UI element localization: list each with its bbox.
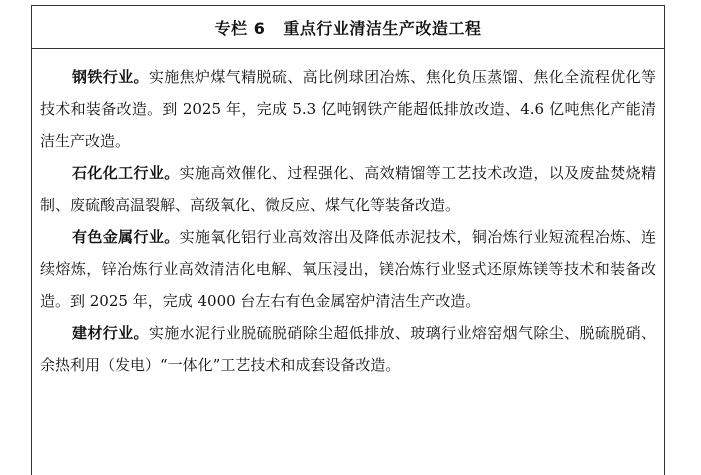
box-label: 专栏 6 xyxy=(214,18,266,38)
paragraph-heading: 石化化工行业。 xyxy=(72,164,180,182)
paragraph-building-materials xyxy=(40,317,656,381)
box-heading: 重点行业清洁生产改造工程 xyxy=(283,18,482,38)
box-content xyxy=(32,49,664,381)
paragraph-text: 实施水泥行业脱硫脱硝除尘超低排放、玻璃行业熔窑烟气除尘、脱硫脱硝、余热利用（发电）“一体化”工艺技术和成套设备改造。 xyxy=(40,324,656,374)
paragraph-heading: 钢铁行业。 xyxy=(72,68,149,86)
paragraph-petrochemical xyxy=(40,157,656,221)
paragraph-text: 实施氧化铝行业高效溶出及降低赤泥技术，铜冶炼行业短流程冶炼、连续熔炼，锌冶炼行业高效清洁化电解、氧压浸出，镁冶炼行业竖式还原炼镁等技术和装备改造。到 2025 年，完成 4000 台左右有色金属窑炉清洁生产改造。 xyxy=(40,228,656,310)
box-title xyxy=(32,6,664,49)
paragraph-steel xyxy=(40,61,656,157)
paragraph-heading: 有色金属行业。 xyxy=(72,228,180,246)
feature-box xyxy=(31,5,665,475)
paragraph-heading: 建材行业。 xyxy=(72,324,149,342)
paragraph-text: 实施焦炉煤气精脱硫、高比例球团冶炼、焦化负压蒸馏、焦化全流程优化等技术和装备改造。到 2025 年，完成 5.3 亿吨钢铁产能超低排放改造、4.6 亿吨焦化产能清洁生产改造。 xyxy=(40,68,656,150)
paragraph-nonferrous xyxy=(40,221,656,317)
paragraph-text: 实施高效催化、过程强化、高效精馏等工艺技术改造，以及废盐焚烧精制、废硫酸高温裂解、高级氧化、微反应、煤气化等装备改造。 xyxy=(40,164,656,214)
